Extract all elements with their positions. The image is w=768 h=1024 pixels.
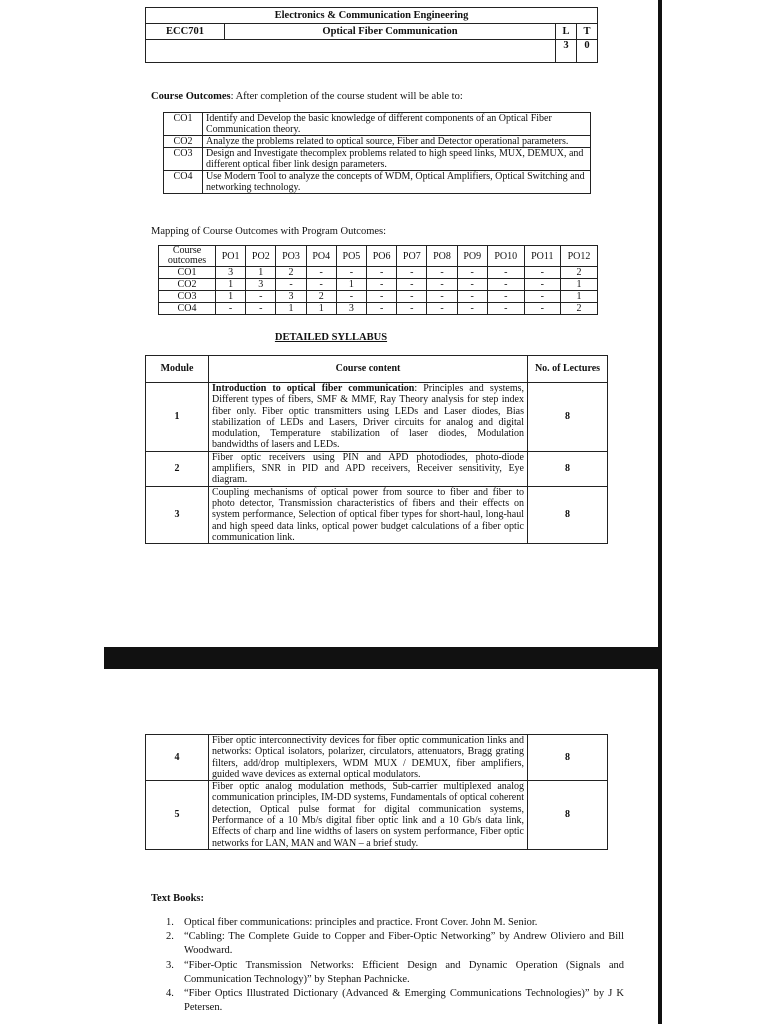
mapping-cell: - bbox=[457, 303, 487, 315]
module-content-text: : Principles and systems, Different types of fibers, SMF & MMF, Ray Theory analysis for step index fiber only. Fiber optic transmitters using LEDs and Laser diodes, Bias stabilization of LEDs and Lasers, Driver circuits for analog and digital modulation, Temperature stabilization of laser diodes, Modulation bandwidths of lasers and LEDs. bbox=[212, 383, 525, 451]
mapping-header-po: PO1 bbox=[216, 246, 246, 267]
mapping-cell: - bbox=[246, 303, 276, 315]
course-code: ECC701 bbox=[146, 24, 225, 40]
module-lectures: 8 bbox=[528, 781, 608, 850]
mapping-row bbox=[159, 291, 598, 303]
mapping-cell: - bbox=[427, 267, 457, 279]
syllabus-module-row bbox=[146, 735, 608, 781]
mapping-header-course-outcomes: Course outcomes bbox=[159, 246, 216, 267]
module-number: 4 bbox=[146, 735, 209, 781]
mapping-heading: Mapping of Course Outcomes with Program Outcomes: bbox=[151, 226, 387, 237]
mapping-header-po: PO6 bbox=[367, 246, 397, 267]
textbook-number: 1. bbox=[166, 917, 174, 928]
mapping-cell: - bbox=[397, 303, 427, 315]
mapping-cell: 1 bbox=[336, 279, 366, 291]
lecture-value: 3 bbox=[556, 40, 577, 63]
course-outcome-row bbox=[164, 148, 591, 171]
mapping-cell: 1 bbox=[306, 303, 336, 315]
lectures-column-header: No. of Lectures bbox=[528, 356, 608, 383]
mapping-header-row bbox=[159, 246, 598, 267]
module-column-header: Module bbox=[146, 356, 209, 383]
mapping-cell: CO2 bbox=[159, 279, 216, 291]
mapping-cell: - bbox=[367, 303, 397, 315]
module-number: 3 bbox=[146, 486, 209, 543]
module-content-lead: Introduction to optical fiber communication bbox=[212, 383, 415, 394]
mapping-cell: - bbox=[487, 291, 524, 303]
mapping-cell: 1 bbox=[561, 279, 598, 291]
module-content-text: Fiber optic receivers using PIN and APD photodiodes, photo-diode amplifiers, SNR in PID and APD receivers, Receiver sensitivity, Eye diagram. bbox=[212, 451, 524, 486]
mapping-header-po: PO7 bbox=[397, 246, 427, 267]
mapping-header-po: PO2 bbox=[246, 246, 276, 267]
course-header-table bbox=[145, 7, 598, 63]
mapping-cell: - bbox=[367, 267, 397, 279]
textbooks-list bbox=[168, 916, 624, 1015]
department-name: Electronics & Communication Engineering bbox=[146, 8, 598, 24]
mapping-row bbox=[159, 267, 598, 279]
mapping-cell: CO3 bbox=[159, 291, 216, 303]
textbook-number: 3. bbox=[166, 959, 174, 971]
mapping-cell: - bbox=[487, 267, 524, 279]
mapping-cell: - bbox=[367, 291, 397, 303]
mapping-cell: 1 bbox=[216, 279, 246, 291]
mapping-header-po: PO3 bbox=[276, 246, 306, 267]
syllabus-heading: DETAILED SYLLABUS bbox=[274, 332, 388, 343]
page-separator bbox=[104, 647, 662, 669]
mapping-row bbox=[159, 279, 598, 291]
co-po-mapping-table bbox=[158, 245, 598, 315]
mapping-header-po: PO12 bbox=[561, 246, 598, 267]
syllabus-table-page-1 bbox=[145, 355, 608, 544]
course-outcomes-table bbox=[163, 112, 591, 194]
course-outcome-row bbox=[164, 136, 591, 148]
module-content bbox=[209, 735, 528, 781]
module-lectures: 8 bbox=[528, 383, 608, 452]
content-column-header: Course content bbox=[209, 356, 528, 383]
mapping-cell: 1 bbox=[246, 267, 276, 279]
course-outcome-code: CO1 bbox=[164, 113, 203, 136]
module-content bbox=[209, 781, 528, 850]
course-outcome-text: Design and Investigate thecomplex problems related to high speed links, MUX, DEMUX, and different optical fiber link design parameters. bbox=[203, 148, 591, 171]
right-margin bbox=[662, 0, 768, 1024]
mapping-cell: 1 bbox=[561, 291, 598, 303]
course-outcome-code: CO2 bbox=[164, 136, 203, 148]
textbook-number: 2. bbox=[166, 931, 174, 943]
module-content bbox=[209, 451, 528, 486]
mapping-cell: - bbox=[524, 291, 560, 303]
textbook-text: “Cabling: The Complete Guide to Copper and Fiber-Optic Networking” by Andrew Oliviero and Bill Woodward. bbox=[184, 931, 624, 957]
tutorial-value: 0 bbox=[577, 40, 598, 63]
mapping-cell: - bbox=[457, 279, 487, 291]
mapping-header-po: PO9 bbox=[457, 246, 487, 267]
textbook-item bbox=[166, 959, 624, 987]
mapping-header-po: PO8 bbox=[427, 246, 457, 267]
mapping-cell: 2 bbox=[276, 267, 306, 279]
mapping-cell: - bbox=[427, 291, 457, 303]
syllabus-module-row bbox=[146, 781, 608, 850]
textbook-item bbox=[166, 930, 624, 958]
mapping-cell: - bbox=[306, 279, 336, 291]
textbook-text: Optical fiber communications: principles and practice. Front Cover. John M. Senior. bbox=[184, 917, 538, 928]
module-content bbox=[209, 383, 528, 452]
course-outcomes-heading-bold: Course Outcomes bbox=[151, 91, 231, 102]
mapping-cell: 3 bbox=[336, 303, 366, 315]
mapping-cell: 3 bbox=[246, 279, 276, 291]
textbook-text: “Fiber Optics Illustrated Dictionary (Advanced & Emerging Communications Technologies)” by J K Petersen. bbox=[184, 988, 624, 1014]
mapping-cell: 2 bbox=[306, 291, 336, 303]
mapping-cell: - bbox=[397, 267, 427, 279]
mapping-cell: - bbox=[367, 279, 397, 291]
mapping-cell: - bbox=[336, 291, 366, 303]
mapping-cell: - bbox=[427, 279, 457, 291]
mapping-cell: - bbox=[524, 279, 560, 291]
course-outcomes-heading-rest: : After completion of the course student will be able to: bbox=[230, 91, 463, 102]
module-content bbox=[209, 486, 528, 543]
mapping-header-po: PO11 bbox=[524, 246, 560, 267]
mapping-cell: - bbox=[427, 303, 457, 315]
mapping-cell: - bbox=[457, 291, 487, 303]
syllabus-module-row bbox=[146, 486, 608, 543]
course-outcomes-heading bbox=[151, 91, 463, 102]
module-lectures: 8 bbox=[528, 735, 608, 781]
module-number: 2 bbox=[146, 451, 209, 486]
mapping-cell: 1 bbox=[216, 291, 246, 303]
mapping-cell: - bbox=[457, 267, 487, 279]
mapping-cell: - bbox=[397, 291, 427, 303]
mapping-cell: - bbox=[487, 279, 524, 291]
syllabus-module-row bbox=[146, 383, 608, 452]
mapping-cell: - bbox=[336, 267, 366, 279]
mapping-header-po: PO4 bbox=[306, 246, 336, 267]
mapping-cell: 3 bbox=[276, 291, 306, 303]
header-blank-cell bbox=[146, 40, 556, 63]
course-outcome-text: Analyze the problems related to optical source, Fiber and Detector operational parameters. bbox=[203, 136, 591, 148]
mapping-cell: - bbox=[524, 303, 560, 315]
course-name: Optical Fiber Communication bbox=[225, 24, 556, 40]
textbook-text: “Fiber-Optic Transmission Networks: Efficient Design and Dynamic Operation (Signals and Communication Technology)” by Stephan Pachnicke. bbox=[184, 959, 624, 985]
mapping-cell: 1 bbox=[276, 303, 306, 315]
mapping-cell: - bbox=[246, 291, 276, 303]
textbook-item bbox=[166, 916, 624, 930]
module-number: 5 bbox=[146, 781, 209, 850]
mapping-cell: 2 bbox=[561, 303, 598, 315]
course-outcome-text: Use Modern Tool to analyze the concepts of WDM, Optical Amplifiers, Optical Switching and networking technology. bbox=[203, 171, 591, 194]
course-outcome-row bbox=[164, 171, 591, 194]
module-content-text: Fiber optic analog modulation methods, Sub-carrier multiplexed analog communication principles, IM-DD systems, Fundamentals of optical coherent detection, Optical pulse format for digital communication systems, Performance of a 10 Mb/s digital fiber optic link and a 10 Gb/s data link, Effects of charp and line widths of lasers on system performance, Fiber optic networks for LAN, MAN and WAN – a brief study. bbox=[212, 781, 524, 849]
mapping-cell: CO4 bbox=[159, 303, 216, 315]
mapping-cell: 2 bbox=[561, 267, 598, 279]
module-number: 1 bbox=[146, 383, 209, 452]
course-outcome-text: Identify and Develop the basic knowledge of different components of an Optical Fiber Communication theory. bbox=[203, 113, 591, 136]
module-lectures: 8 bbox=[528, 486, 608, 543]
mapping-cell: - bbox=[487, 303, 524, 315]
mapping-header-po: PO10 bbox=[487, 246, 524, 267]
course-outcome-code: CO3 bbox=[164, 148, 203, 171]
syllabus-table-page-2 bbox=[145, 734, 608, 850]
mapping-cell: CO1 bbox=[159, 267, 216, 279]
mapping-row bbox=[159, 303, 598, 315]
mapping-cell: - bbox=[216, 303, 246, 315]
course-outcome-code: CO4 bbox=[164, 171, 203, 194]
mapping-cell: - bbox=[306, 267, 336, 279]
lecture-label: L bbox=[556, 24, 577, 40]
mapping-cell: - bbox=[276, 279, 306, 291]
module-content-text: Coupling mechanisms of optical power from source to fiber and fiber to photo detector, Transmission characteristics of fibers and their effects on system performance, Selection of optical fiber types for short-haul, long-haul and high speed data links, optical power budget calculations of a fiber optic communication link. bbox=[212, 486, 524, 543]
module-lectures: 8 bbox=[528, 451, 608, 486]
tutorial-label: T bbox=[577, 24, 598, 40]
syllabus-module-row bbox=[146, 451, 608, 486]
course-outcome-row bbox=[164, 113, 591, 136]
textbook-number: 4. bbox=[166, 988, 174, 1000]
mapping-header-po: PO5 bbox=[336, 246, 366, 267]
mapping-cell: - bbox=[524, 267, 560, 279]
module-content-text: Fiber optic interconnectivity devices for fiber optic communication links and networks: Optical isolators, polarizer, circulators, attenuators, Bragg grating filters, add/drop multiplexers, WDM MUX / DEMUX, fiber amplifiers, guided wave devices as external optical modulators. bbox=[212, 735, 524, 780]
mapping-cell: 3 bbox=[216, 267, 246, 279]
textbooks-heading: Text Books: bbox=[151, 893, 204, 904]
mapping-cell: - bbox=[397, 279, 427, 291]
textbook-item bbox=[166, 987, 624, 1015]
